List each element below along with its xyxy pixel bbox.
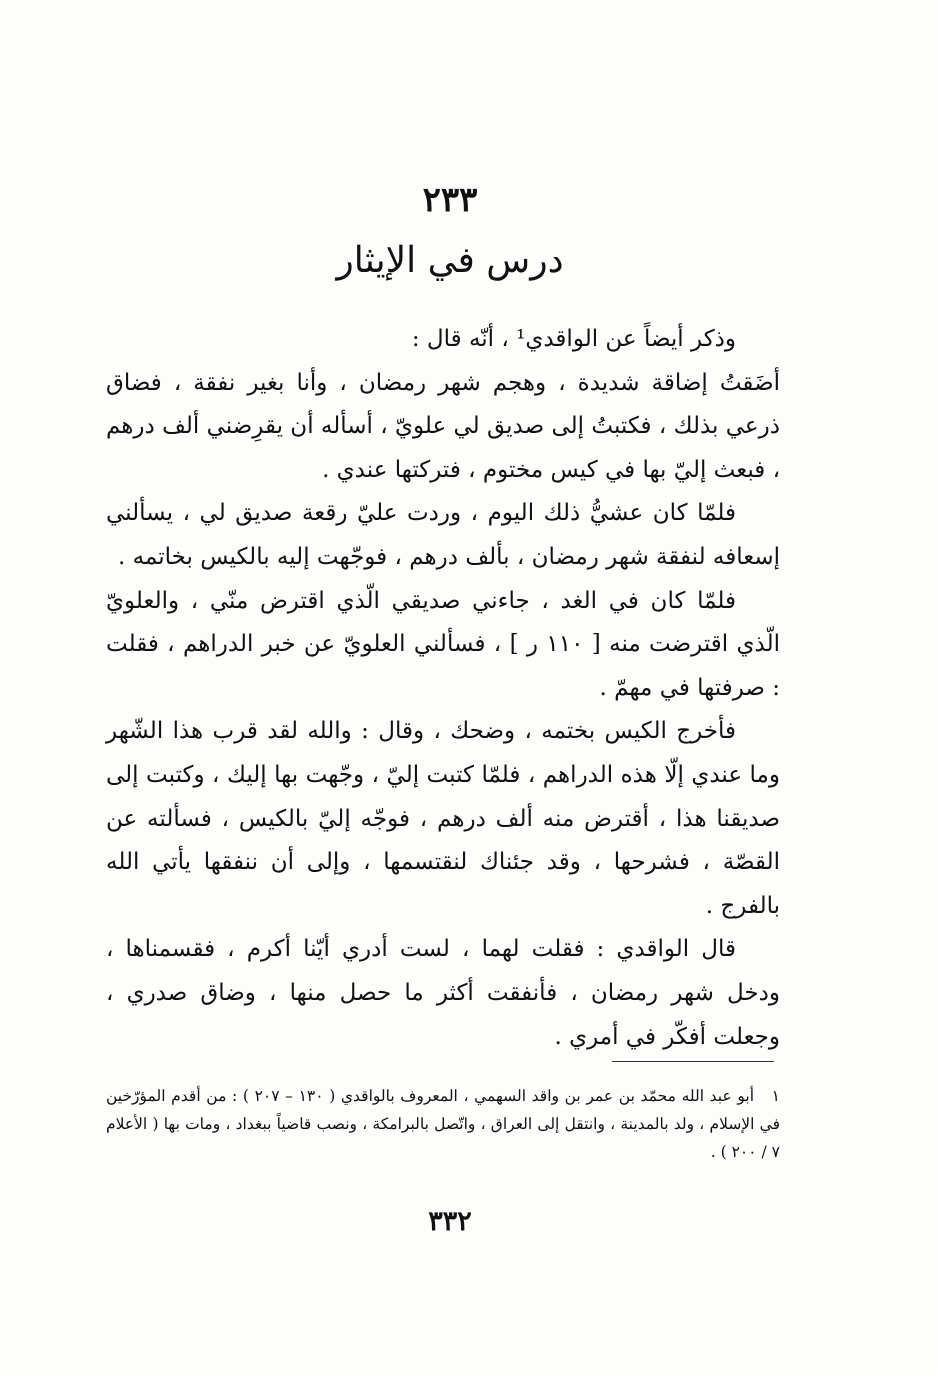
paragraph: وذكر أيضاً عن الواقدي¹ ، أنّه قال : bbox=[411, 326, 736, 352]
page-number: ٣٣٢ bbox=[428, 1206, 472, 1237]
paragraph: أضَقتُ إضاقة شديدة ، وهجم شهر رمضان ، وأنا بغير نفقة ، فضاق ذرعي بذلك ، فكتبتُ إلى صديق لي علويّ ، أسأله أن يقرِضني ألف درهم ، فبعث إليّ بها في كيس مختوم ، فتركتها عندي . bbox=[106, 369, 780, 483]
paragraph: فأخرج الكيس بختمه ، وضحك ، وقال : والله لقد قرب هذا الشّهر وما عندي إلّا هذه الدراهم ، فلمّا كتبت إليّ ، وجّهت بها إليك ، وكتبت إلى صديقنا هذا ، أقترض منه ألف درهم ، فوجّه إليّ بالكيس ، فسألته عن القصّة ، فشرحها ، وقد جئناك لنقتسمها ، وإلى أن ننفقها يأتي الله بالفرج . bbox=[106, 718, 780, 919]
paragraph: فلمّا كان عشيُّ ذلك اليوم ، وردت عليّ رقعة صديق لي ، يسألني إسعافه لنفقة شهر رمضان ، بألف درهم ، فوجّهت إليه بالكيس بخاتمه . bbox=[106, 500, 780, 570]
chapter-title: درس في الإيثار bbox=[336, 240, 564, 281]
footnote-text: أبو عبد الله محمّد بن عمر بن واقد السهمي ، المعروف بالواقدي ( ١٣٠ – ٢٠٧ ) : من أقدم المؤرّخين في الإسلام ، ولد بالمدينة ، وانتقل إلى العراق ، واتّصل بالبرامكة ، ونصب قاضياً ببغداد ، ومات بها ( الأعلام ٧ / ٢٠٠ ) . bbox=[106, 1087, 780, 1161]
footnote bbox=[106, 1082, 780, 1166]
paragraph: فلمّا كان في الغد ، جاءني صديقي الّذي اقترض منّي ، والعلويّ الّذي اقترضت منه [ ١١٠ ر ] ، فسألني العلويّ عن خبر الدراهم ، فقلت : صرفتها في مهمّ . bbox=[106, 587, 781, 701]
paragraph: قال الواقدي : فقلت لهما ، لست أدري أيّنا أكرم ، فقسمناها ، ودخل شهر رمضان ، فأنفقت أكثر ما حصل منها ، وضاق صدري ، وجعلت أفكّر في أمري . bbox=[106, 936, 780, 1050]
chapter-number: ٢٣٣ bbox=[422, 180, 478, 220]
body-text bbox=[106, 318, 780, 1059]
footnotes bbox=[106, 1082, 780, 1166]
footnote-divider bbox=[612, 1061, 774, 1062]
footnote-marker: ١ bbox=[771, 1087, 780, 1105]
